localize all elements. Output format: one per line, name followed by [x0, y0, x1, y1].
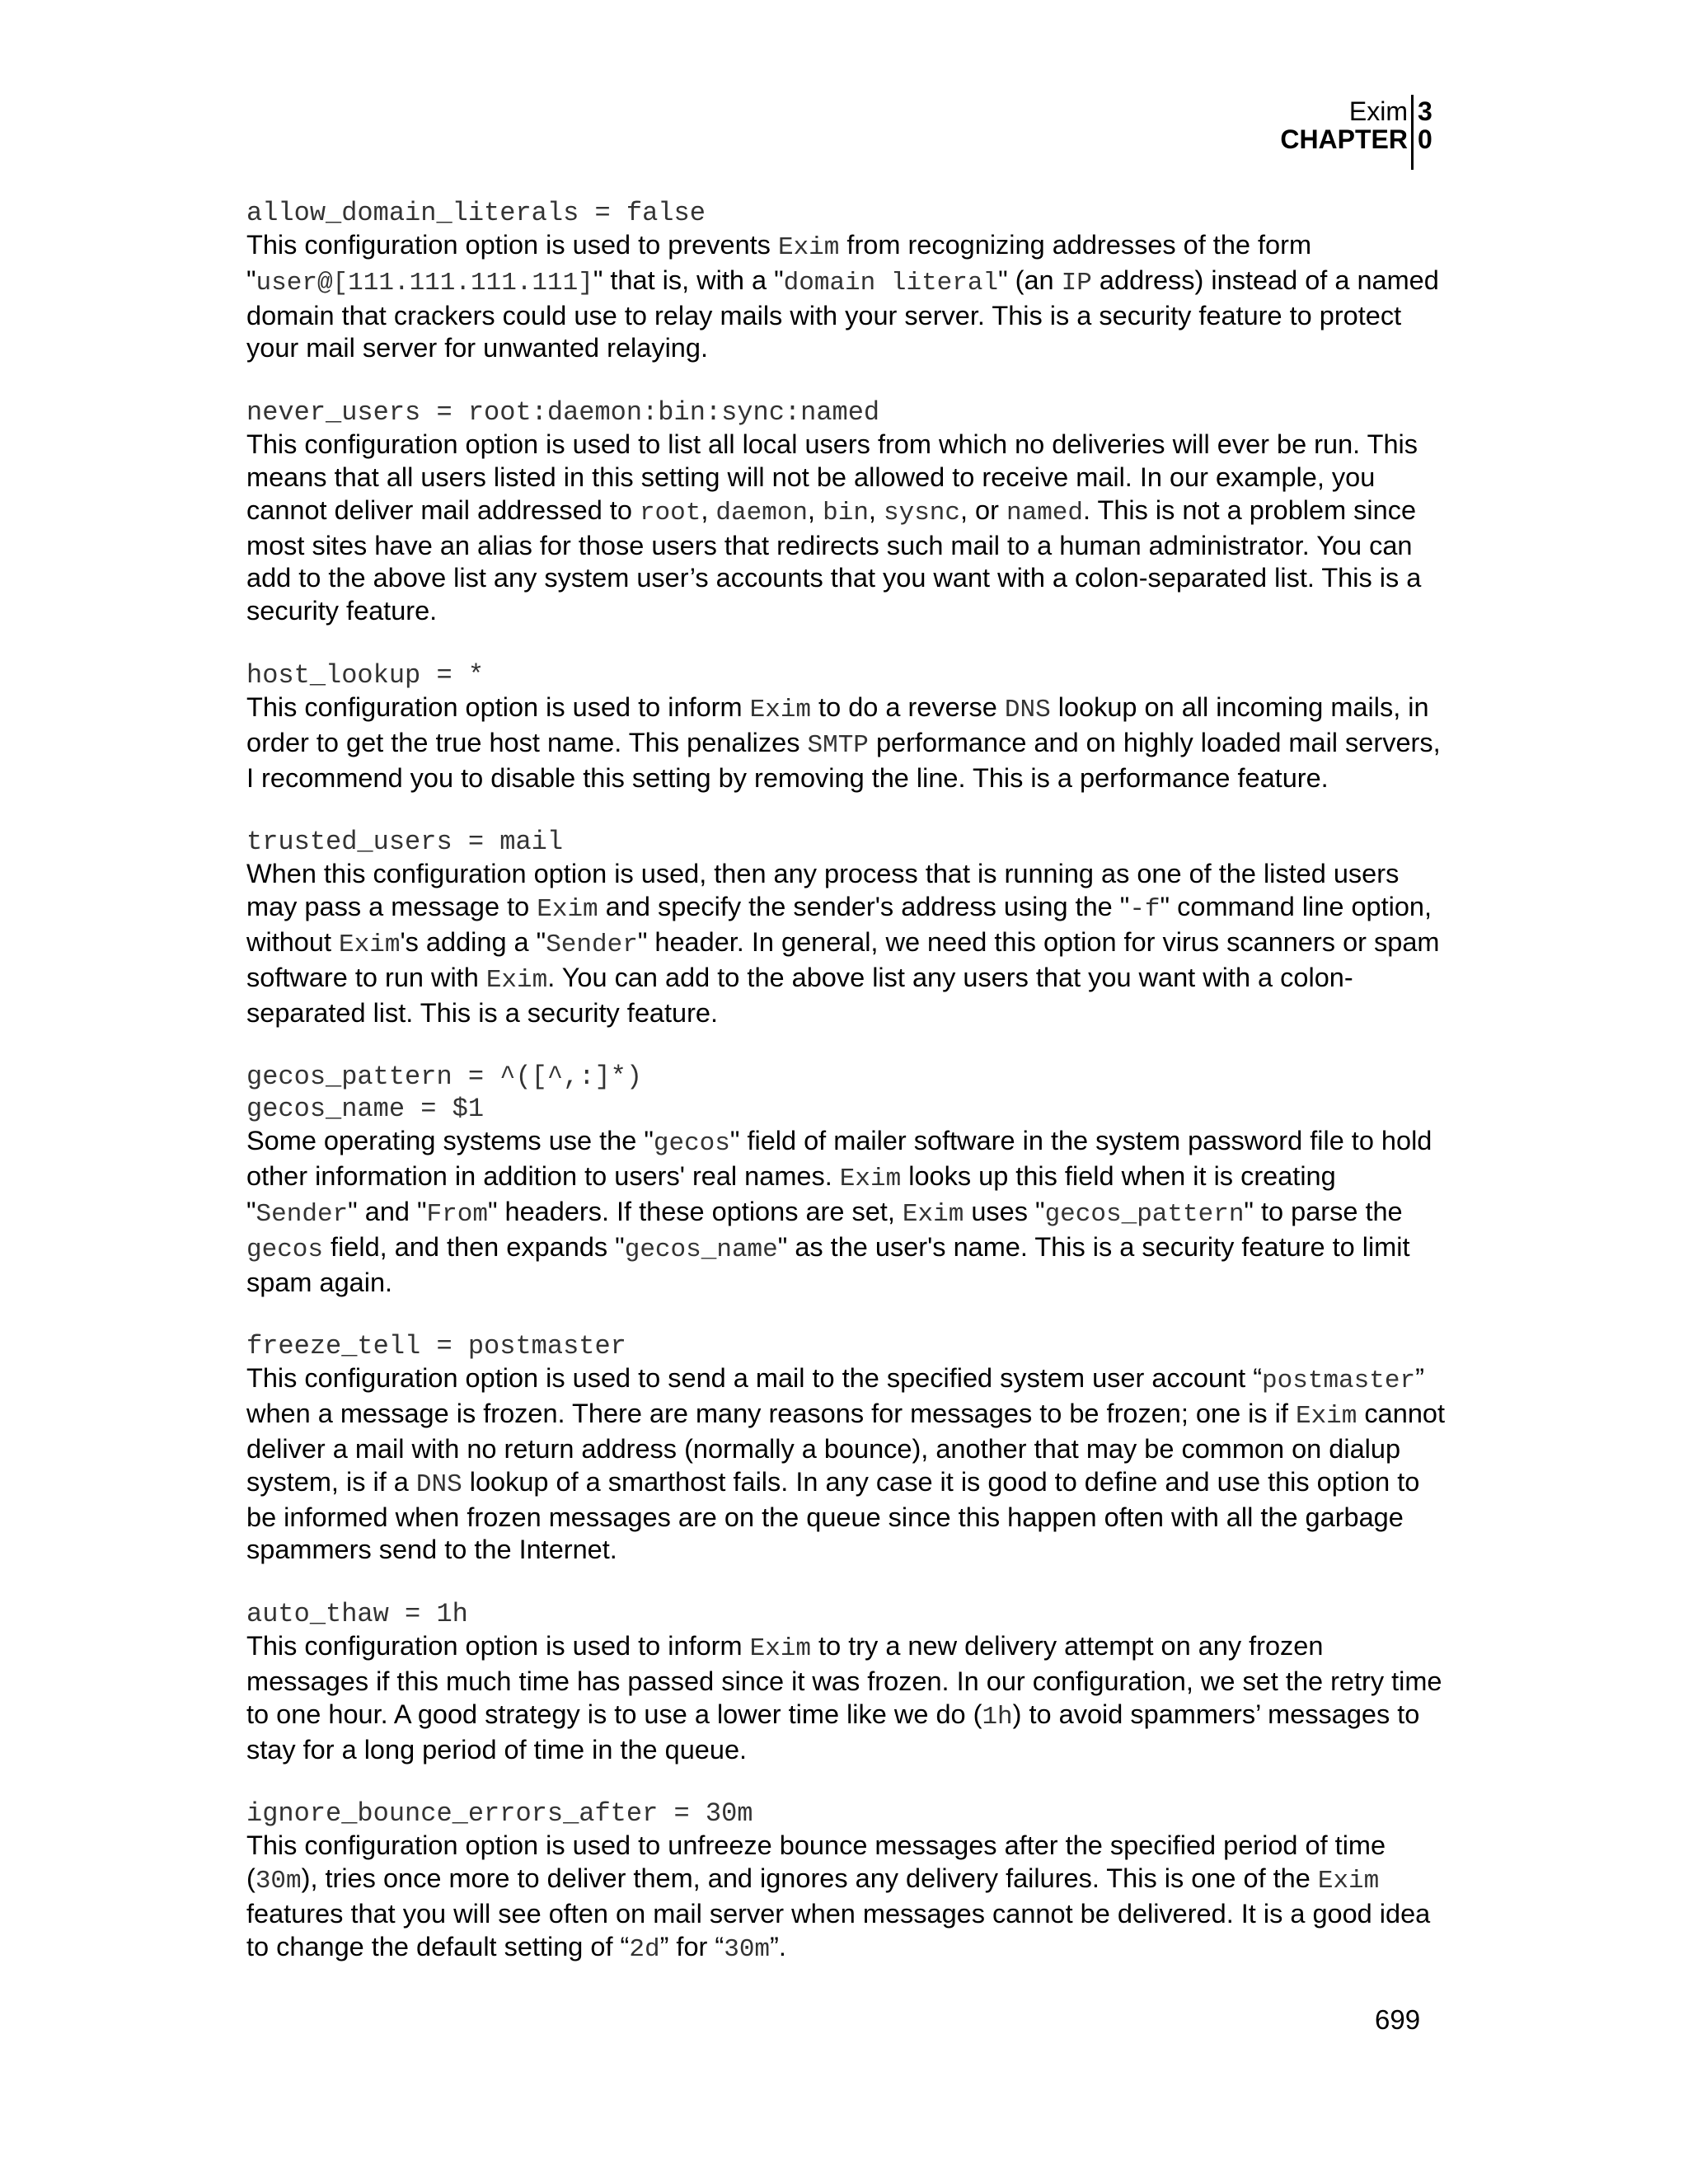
page-body — [246, 197, 1450, 1997]
config-option-section — [246, 826, 1450, 1029]
header-labels — [1193, 97, 1408, 153]
text-run: This configuration option is used to list all local users from which no deliveries will ever be run. This means that all users listed in this setting will not be allowed to receive mail. In our example, you cannot deliver mail addressed to — [246, 429, 1418, 525]
option-description — [246, 429, 1450, 628]
inline-code: Exim — [1317, 1867, 1380, 1896]
inline-code: Sender — [546, 930, 638, 959]
text-run: " field of mailer software in the system password file to hold other information in addition to users' real names. — [246, 1126, 1432, 1192]
text-run: " to parse the — [1244, 1196, 1403, 1226]
text-run: , — [868, 494, 884, 525]
inline-code: 2d — [629, 1934, 660, 1964]
inline-code: 30m — [724, 1934, 771, 1964]
inline-code: Exim — [749, 1634, 812, 1664]
inline-code: postmaster — [1262, 1366, 1416, 1396]
text-run: When this configuration option is used, then any process that is running as one of the listed users may pass a message to — [246, 859, 1400, 922]
inline-code: gecos — [653, 1129, 730, 1159]
inline-code: domain literal — [783, 268, 999, 298]
inline-code: gecos_name — [624, 1235, 778, 1264]
text-run: This configuration option is used to inform — [246, 691, 750, 722]
config-option-section — [246, 1797, 1450, 1966]
text-run: , or — [960, 494, 1006, 525]
text-run: lookup on all incoming mails, in order to get the true host name. This penalizes — [246, 691, 1429, 757]
text-run: . This is not a problem since most sites have an alias for those users that redirects such mail to a human administrator. You can add to the above list any system user’s accounts that you want with a colon-separated list. This is a security feature. — [246, 494, 1422, 626]
option-description — [246, 1125, 1450, 1299]
inline-code: gecos — [246, 1235, 324, 1264]
text-run: " and " — [348, 1196, 427, 1226]
inline-code: Exim — [485, 965, 548, 995]
inline-code: DNS — [415, 1469, 462, 1499]
text-run: field, and then expands " — [323, 1231, 625, 1262]
inline-code: SMTP — [807, 730, 869, 760]
option-description — [246, 1630, 1450, 1766]
text-run: This configuration option is used to send a mail to the specified system user account “ — [246, 1363, 1263, 1394]
text-run: ) to avoid spammers’ messages to stay for a long period of time in the queue. — [246, 1699, 1420, 1765]
text-run: , — [808, 494, 823, 525]
inline-code: IP — [1061, 268, 1092, 298]
config-option-section — [246, 1061, 1450, 1299]
header-divider — [1411, 95, 1414, 170]
inline-code: user@[111.111.111.111] — [256, 268, 593, 298]
text-run: and specify the sender's address using the " — [598, 892, 1130, 922]
text-run: " headers. If these options are set, — [487, 1196, 903, 1226]
config-option-section — [246, 1330, 1450, 1567]
inline-code: gecos_pattern — [1044, 1199, 1245, 1229]
text-run: to try a new delivery attempt on any frozen messages if this much time has passed since it was frozen. In our configuration, we set the retry time to one hour. A good strategy is to use a lower time like we do ( — [246, 1631, 1442, 1729]
text-run: ”. — [770, 1931, 786, 1961]
config-option-section — [246, 396, 1450, 628]
config-line: host_lookup = * — [246, 659, 485, 691]
chapter-number-digit: 3 — [1418, 96, 1432, 126]
inline-code: 1h — [982, 1702, 1013, 1732]
text-run: , — [701, 494, 716, 525]
inline-code: Exim — [902, 1199, 964, 1229]
text-run: features that you will see often on mail server when messages cannot be delivered. It is a good idea to change the default setting of “ — [246, 1898, 1431, 1961]
text-run: ), tries once more to deliver them, and ignores any delivery failures. This is one of the — [301, 1863, 1318, 1894]
inline-code: Exim — [1295, 1402, 1357, 1432]
text-run: ” for “ — [659, 1931, 724, 1961]
config-option-section — [246, 197, 1450, 365]
inline-code: root — [639, 498, 701, 527]
inline-code: sysnc — [883, 498, 960, 527]
page-number: 699 — [1375, 2004, 1421, 2035]
inline-code: Exim — [777, 233, 840, 262]
inline-code: 30m — [255, 1867, 302, 1896]
inline-code: Sender — [256, 1199, 349, 1229]
config-line: gecos_pattern = ^([^,:]*) — [246, 1062, 643, 1093]
option-description — [246, 1830, 1450, 1966]
text-run: uses " — [964, 1196, 1045, 1226]
text-run: from recognizing addresses of the form " — [246, 230, 1312, 295]
text-run: 's adding a " — [400, 926, 546, 957]
header-chapter-number — [1418, 97, 1451, 153]
text-run: " that is, with a " — [593, 265, 784, 295]
config-line: never_users = root:daemon:bin:sync:named — [246, 397, 880, 429]
text-run: This configuration option is used to prevents — [246, 230, 778, 260]
inline-code: Exim — [749, 695, 812, 724]
inline-code: Exim — [537, 895, 598, 925]
inline-code: named — [1006, 498, 1084, 527]
inline-code: From — [426, 1199, 488, 1229]
text-run: Some operating systems use the " — [246, 1126, 654, 1156]
inline-code: DNS — [1004, 695, 1051, 724]
inline-code: -f — [1129, 895, 1160, 925]
text-run: ” when a message is frozen. There are many reasons for messages to be frozen; one is if — [246, 1363, 1424, 1429]
inline-code: bin — [823, 498, 869, 527]
text-run: performance and on highly loaded mail servers, I recommend you to disable this setting by removing the line. This is a performance feature. — [246, 727, 1441, 793]
header-title: Exim — [1348, 96, 1408, 126]
text-run: lookup of a smarthost fails. In any case it is good to define and use this option to be informed when frozen messages are on the queue since this happen often with all the garbage spammers send to the Internet. — [246, 1466, 1420, 1565]
option-description — [246, 229, 1450, 365]
config-line: allow_domain_literals = false — [246, 198, 706, 228]
text-run: address) instead of a named domain that crackers could use to relay mails with your server. This is a security feature to protect your mail server for unwanted relaying. — [246, 265, 1439, 363]
text-run: " command line option, without — [246, 892, 1432, 957]
chapter-number-digit: 0 — [1418, 124, 1432, 154]
config-option-section — [246, 1598, 1450, 1766]
text-run: This configuration option is used to inform — [246, 1631, 750, 1661]
text-run: " as the user's name. This is a security feature to limit spam again. — [246, 1231, 1410, 1297]
text-run: cannot deliver a mail with no return address (normally a bounce), another that may be common on dialup system, is if a — [246, 1399, 1445, 1497]
text-run: . You can add to the above list any users that you want with a colon-separated list. This is a security feature. — [246, 962, 1353, 1028]
text-run: to do a reverse — [811, 691, 1005, 722]
option-description — [246, 691, 1450, 794]
config-line: auto_thaw = 1h — [246, 1599, 468, 1630]
config-line: ignore_bounce_errors_after = 30m — [246, 1798, 753, 1830]
text-run: " header. In general, we need this option for virus scanners or spam software to run with — [246, 926, 1440, 992]
text-run: looks up this field when it is creating " — [246, 1161, 1336, 1226]
config-line: gecos_name = $1 — [246, 1094, 485, 1125]
inline-code: Exim — [339, 930, 401, 959]
option-description — [246, 858, 1450, 1029]
option-description — [246, 1362, 1450, 1567]
config-line: trusted_users = mail — [246, 827, 564, 858]
inline-code: daemon — [715, 498, 809, 527]
config-line: freeze_tell = postmaster — [246, 1331, 626, 1362]
config-option-section — [246, 659, 1450, 794]
text-run: " (an — [998, 265, 1062, 295]
text-run: This configuration option is used to unfreeze bounce messages after the specified period of time ( — [246, 1830, 1386, 1894]
header-chapter-label: CHAPTER — [1280, 124, 1408, 154]
inline-code: Exim — [839, 1165, 902, 1194]
